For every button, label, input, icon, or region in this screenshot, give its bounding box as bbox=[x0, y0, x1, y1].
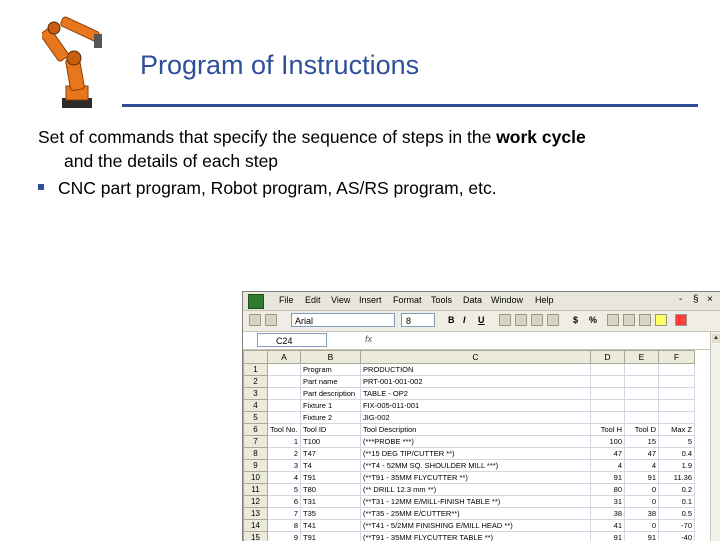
table-cell[interactable] bbox=[591, 364, 625, 376]
table-cell[interactable]: -40 bbox=[659, 532, 695, 541]
excel-app-icon bbox=[248, 294, 264, 309]
table-cell[interactable]: 38 bbox=[591, 508, 625, 520]
table-cell[interactable]: (**T35 - 25MM E/CUTTER**) bbox=[361, 508, 591, 520]
table-cell[interactable]: 38 bbox=[625, 508, 659, 520]
table-cell[interactable]: 9 bbox=[268, 532, 301, 541]
table-row bbox=[244, 484, 695, 496]
table-cell[interactable]: TABLE - OP2 bbox=[361, 388, 591, 400]
table-cell[interactable]: T100 bbox=[301, 436, 361, 448]
row-header[interactable]: 9 bbox=[244, 460, 268, 472]
formatting-toolbar bbox=[243, 311, 720, 332]
font-color-icon[interactable] bbox=[675, 314, 687, 326]
font-size-select[interactable]: 8 bbox=[401, 313, 435, 327]
table-cell[interactable]: 0 bbox=[625, 520, 659, 532]
table-cell[interactable] bbox=[591, 412, 625, 424]
bold-button[interactable]: B bbox=[448, 315, 455, 325]
table-cell[interactable]: FIX-005-011-001 bbox=[361, 400, 591, 412]
column-header-row bbox=[244, 351, 695, 364]
table-cell[interactable] bbox=[659, 364, 695, 376]
table-cell[interactable]: Tool Description bbox=[361, 424, 591, 436]
table-cell[interactable]: 15 bbox=[625, 436, 659, 448]
table-cell[interactable]: 91 bbox=[591, 472, 625, 484]
table-cell[interactable]: 41 bbox=[591, 520, 625, 532]
table-cell[interactable]: Max Z bbox=[659, 424, 695, 436]
table-cell[interactable]: 91 bbox=[591, 532, 625, 541]
table-cell[interactable]: 4 bbox=[268, 472, 301, 484]
row-header[interactable]: 5 bbox=[244, 412, 268, 424]
row-header[interactable]: 4 bbox=[244, 400, 268, 412]
table-row bbox=[244, 472, 695, 484]
column-header[interactable]: C bbox=[361, 351, 591, 364]
currency-button[interactable]: $ bbox=[573, 315, 578, 325]
table-cell[interactable] bbox=[268, 412, 301, 424]
fill-color-icon[interactable] bbox=[655, 314, 667, 326]
minimize-button[interactable]: - bbox=[679, 294, 682, 305]
table-row bbox=[244, 496, 695, 508]
table-cell[interactable]: 80 bbox=[591, 484, 625, 496]
table-row bbox=[244, 400, 695, 412]
merge-cells-icon[interactable] bbox=[547, 314, 559, 326]
bullet-text: CNC part program, Robot program, AS/RS program, etc. bbox=[58, 178, 497, 198]
table-cell[interactable]: Tool No. bbox=[268, 424, 301, 436]
bullet-square-icon bbox=[38, 184, 44, 190]
row-header[interactable]: 7 bbox=[244, 436, 268, 448]
table-cell[interactable]: T80 bbox=[301, 484, 361, 496]
column-header[interactable]: E bbox=[625, 351, 659, 364]
table-cell[interactable]: 1.9 bbox=[659, 460, 695, 472]
table-cell[interactable]: 6 bbox=[268, 496, 301, 508]
table-cell[interactable]: 3 bbox=[268, 460, 301, 472]
table-cell[interactable] bbox=[268, 388, 301, 400]
table-cell[interactable]: 91 bbox=[625, 532, 659, 541]
page-title: Program of Instructions bbox=[140, 50, 419, 81]
table-cell[interactable]: Fixture 1 bbox=[301, 400, 361, 412]
menu-data[interactable]: Data bbox=[463, 295, 482, 305]
table-cell[interactable] bbox=[659, 376, 695, 388]
table-row bbox=[244, 424, 695, 436]
align-center-icon[interactable] bbox=[515, 314, 527, 326]
row-header[interactable]: 2 bbox=[244, 376, 268, 388]
menu-file[interactable]: File bbox=[279, 295, 294, 305]
table-cell[interactable] bbox=[625, 364, 659, 376]
increase-indent-icon[interactable] bbox=[623, 314, 635, 326]
industrial-robot-icon bbox=[42, 14, 110, 110]
table-cell[interactable]: 5 bbox=[659, 436, 695, 448]
table-cell[interactable]: Tool H bbox=[591, 424, 625, 436]
table-cell[interactable]: JIG-002 bbox=[361, 412, 591, 424]
table-cell[interactable]: T35 bbox=[301, 508, 361, 520]
table-cell[interactable]: Tool ID bbox=[301, 424, 361, 436]
vertical-scrollbar[interactable] bbox=[710, 332, 720, 541]
table-cell[interactable]: (**15 DEG TIP/CUTTER **) bbox=[361, 448, 591, 460]
title-underline bbox=[122, 104, 698, 107]
table-cell[interactable] bbox=[268, 400, 301, 412]
table-row bbox=[244, 520, 695, 532]
table-row bbox=[244, 448, 695, 460]
table-cell[interactable]: -70 bbox=[659, 520, 695, 532]
table-cell[interactable]: T47 bbox=[301, 448, 361, 460]
table-cell[interactable]: 2 bbox=[268, 448, 301, 460]
table-cell[interactable]: T4 bbox=[301, 460, 361, 472]
table-cell[interactable]: (** DRILL 12.3 mm **) bbox=[361, 484, 591, 496]
table-cell[interactable] bbox=[625, 400, 659, 412]
table-row bbox=[244, 460, 695, 472]
menu-view[interactable]: View bbox=[331, 295, 350, 305]
percent-button[interactable]: % bbox=[589, 315, 597, 325]
table-cell[interactable] bbox=[591, 376, 625, 388]
menu-tools[interactable]: Tools bbox=[431, 295, 452, 305]
table-cell[interactable]: 47 bbox=[625, 448, 659, 460]
table-cell[interactable] bbox=[625, 388, 659, 400]
table-cell[interactable]: T91 bbox=[301, 532, 361, 541]
table-cell[interactable]: 100 bbox=[591, 436, 625, 448]
column-header[interactable]: F bbox=[659, 351, 695, 364]
definition-text bbox=[38, 125, 698, 173]
table-cell[interactable] bbox=[268, 376, 301, 388]
table-cell[interactable]: 5 bbox=[268, 484, 301, 496]
table-row bbox=[244, 364, 695, 376]
restore-button[interactable]: § bbox=[693, 294, 699, 305]
row-header[interactable]: 12 bbox=[244, 496, 268, 508]
table-cell[interactable] bbox=[591, 400, 625, 412]
table-cell[interactable]: 0.4 bbox=[659, 448, 695, 460]
table-cell[interactable] bbox=[268, 364, 301, 376]
close-button[interactable]: × bbox=[707, 294, 713, 305]
table-cell[interactable]: Part name bbox=[301, 376, 361, 388]
table-cell[interactable] bbox=[659, 412, 695, 424]
table-cell[interactable] bbox=[659, 400, 695, 412]
toolbar-grip-icon bbox=[249, 314, 261, 326]
row-header[interactable]: 11 bbox=[244, 484, 268, 496]
toolbar-options-icon[interactable] bbox=[265, 314, 277, 326]
row-header[interactable]: 3 bbox=[244, 388, 268, 400]
definition-line-1 bbox=[38, 125, 698, 149]
table-cell[interactable]: T31 bbox=[301, 496, 361, 508]
table-cell[interactable]: 4 bbox=[591, 460, 625, 472]
table-cell[interactable]: (**T91 - 35MM FLYCUTTER TABLE **) bbox=[361, 532, 591, 541]
table-cell[interactable] bbox=[625, 412, 659, 424]
spreadsheet-screenshot bbox=[242, 291, 720, 541]
spreadsheet-grid bbox=[243, 350, 695, 541]
row-header[interactable]: 1 bbox=[244, 364, 268, 376]
table-cell[interactable]: 7 bbox=[268, 508, 301, 520]
italic-button[interactable]: I bbox=[463, 315, 466, 325]
table-cell[interactable]: 11.36 bbox=[659, 472, 695, 484]
select-all-corner[interactable] bbox=[244, 351, 268, 364]
bullet-item bbox=[38, 178, 497, 199]
table-cell[interactable]: Program bbox=[301, 364, 361, 376]
table-cell[interactable]: PRODUCTION bbox=[361, 364, 591, 376]
menu-help[interactable]: Help bbox=[535, 295, 554, 305]
table-cell[interactable]: 91 bbox=[625, 472, 659, 484]
table-cell[interactable]: Fixture 2 bbox=[301, 412, 361, 424]
table-cell[interactable]: (**T4 - 52MM SQ. SHOULDER MILL ***) bbox=[361, 460, 591, 472]
font-name-select[interactable]: Arial bbox=[291, 313, 395, 327]
table-cell[interactable]: 0.2 bbox=[659, 484, 695, 496]
table-row bbox=[244, 376, 695, 388]
table-row bbox=[244, 508, 695, 520]
table-cell[interactable]: (**T31 - 12MM E/MILL-FINISH TABLE **) bbox=[361, 496, 591, 508]
column-header[interactable]: D bbox=[591, 351, 625, 364]
definition-line-2: and the details of each step bbox=[38, 149, 698, 173]
table-cell[interactable]: 1 bbox=[268, 436, 301, 448]
column-header[interactable]: A bbox=[268, 351, 301, 364]
table-cell[interactable]: (***PROBE ***) bbox=[361, 436, 591, 448]
table-cell[interactable]: 8 bbox=[268, 520, 301, 532]
row-header[interactable]: 8 bbox=[244, 448, 268, 460]
scroll-up-arrow-icon[interactable]: ▲ bbox=[712, 334, 720, 343]
table-cell[interactable]: T91 bbox=[301, 472, 361, 484]
table-cell[interactable]: 31 bbox=[591, 496, 625, 508]
row-header[interactable]: 13 bbox=[244, 508, 268, 520]
row-header[interactable]: 15 bbox=[244, 532, 268, 541]
table-row bbox=[244, 388, 695, 400]
table-cell[interactable] bbox=[591, 388, 625, 400]
underline-button[interactable]: U bbox=[478, 315, 485, 325]
menu-format[interactable]: Format bbox=[393, 295, 422, 305]
table-cell[interactable]: 47 bbox=[591, 448, 625, 460]
table-cell[interactable]: 0 bbox=[625, 496, 659, 508]
column-header[interactable]: B bbox=[301, 351, 361, 364]
table-row bbox=[244, 412, 695, 424]
table-cell[interactable]: Tool D bbox=[625, 424, 659, 436]
row-header[interactable]: 6 bbox=[244, 424, 268, 436]
align-left-icon[interactable] bbox=[499, 314, 511, 326]
borders-icon[interactable] bbox=[639, 314, 651, 326]
menu-edit[interactable]: Edit bbox=[305, 295, 321, 305]
row-header[interactable]: 14 bbox=[244, 520, 268, 532]
table-cell[interactable]: (**T91 - 35MM FLYCUTTER **) bbox=[361, 472, 591, 484]
table-cell[interactable] bbox=[659, 388, 695, 400]
work-cycle-emphasis: work cycle bbox=[496, 127, 586, 147]
table-cell[interactable]: (**T41 - 5/2MM FINISHING E/MILL HEAD **) bbox=[361, 520, 591, 532]
formula-bar bbox=[243, 332, 720, 350]
table-row bbox=[244, 436, 695, 448]
align-right-icon[interactable] bbox=[531, 314, 543, 326]
row-header[interactable]: 10 bbox=[244, 472, 268, 484]
table-cell[interactable]: 0.5 bbox=[659, 508, 695, 520]
table-cell[interactable]: 0.1 bbox=[659, 496, 695, 508]
table-cell[interactable]: 4 bbox=[625, 460, 659, 472]
definition-line-1-text: Set of commands that specify the sequence of steps in the bbox=[38, 127, 496, 147]
table-cell[interactable]: 0 bbox=[625, 484, 659, 496]
fx-icon[interactable]: fx bbox=[365, 334, 372, 344]
table-cell[interactable]: Part description bbox=[301, 388, 361, 400]
table-cell[interactable]: PRT-001-001-002 bbox=[361, 376, 591, 388]
name-box[interactable]: C24 bbox=[257, 333, 327, 347]
table-cell[interactable] bbox=[625, 376, 659, 388]
menu-bar bbox=[243, 292, 720, 311]
menu-window[interactable]: Window bbox=[491, 295, 523, 305]
decrease-indent-icon[interactable] bbox=[607, 314, 619, 326]
menu-insert[interactable]: Insert bbox=[359, 295, 382, 305]
table-cell[interactable]: T41 bbox=[301, 520, 361, 532]
